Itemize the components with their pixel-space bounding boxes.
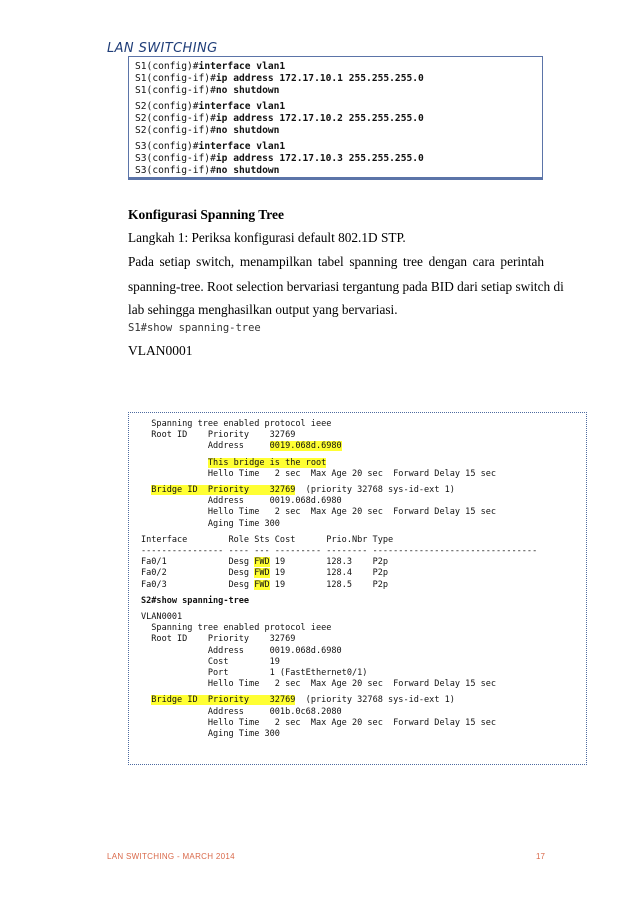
output-line: Address 0019.068d.6980: [141, 645, 342, 656]
paragraph-line: spanning-tree. Root selection bervariasi tergantung pada BID dari setiap switch di: [128, 279, 564, 294]
step-text: Langkah 1: Periksa konfigurasi default 802.1D STP.: [128, 230, 406, 245]
code-line: S3(config)#interface vlan1: [135, 141, 286, 152]
output-line: S2#show spanning-tree: [141, 595, 250, 606]
interface-row: Fa0/3 Desg FWD 19 128.5 P2p: [141, 579, 389, 590]
code-line: S2(config-if)#ip address 172.17.10.2 255.255.255.0: [135, 113, 424, 124]
command-text: S1#show spanning-tree: [128, 322, 261, 334]
section-heading: Konfigurasi Spanning Tree: [128, 207, 285, 222]
terminal-output: [141, 419, 537, 740]
interface-table-divider: ---------------- ---- --- --------- -------- --------------------------------: [141, 546, 538, 557]
output-line: Port 1 (FastEthernet0/1): [141, 668, 368, 679]
code-line: S1(config-if)#no shutdown: [135, 85, 280, 96]
config-code-box: [128, 56, 543, 180]
highlighted-root-notice: This bridge is the root: [207, 457, 327, 468]
output-line: Spanning tree enabled protocol ieee: [141, 623, 332, 634]
output-line: Hello Time 2 sec Max Age 20 sec Forward Delay 15 sec: [141, 468, 497, 479]
output-line: [141, 458, 537, 469]
output-line: Spanning tree enabled protocol ieee: [141, 419, 332, 429]
highlighted-root-address: 0019.068d.6980: [269, 441, 342, 452]
output-line: VLAN0001: [141, 612, 183, 623]
page-number: 17: [536, 852, 545, 861]
highlighted-bridge-id: Bridge ID Priority 32769: [151, 695, 296, 706]
output-line: Aging Time 300: [141, 729, 280, 740]
spanning-tree-output-box: [128, 412, 587, 765]
code-line: S2(config-if)#no shutdown: [135, 125, 280, 136]
code-line: S2(config)#interface vlan1: [135, 101, 286, 112]
code-line: S3(config-if)#ip address 172.17.10.3 255.255.255.0: [135, 153, 424, 164]
code-line: S1(config)#interface vlan1: [135, 61, 286, 72]
vlan-label: VLAN0001: [128, 343, 193, 358]
output-line: Hello Time 2 sec Max Age 20 sec Forward Delay 15 sec: [141, 717, 497, 728]
output-line: Root ID Priority 32769: [141, 634, 296, 645]
output-line: Bridge ID Priority 32769 (priority 32768 sys-id-ext 1): [151, 485, 455, 496]
interface-row: Fa0/1 Desg FWD 19 128.3 P2p: [141, 557, 389, 568]
code-line: S3(config-if)#no shutdown: [135, 165, 280, 176]
paragraph-line: Pada setiap switch, menampilkan tabel spanning tree dengan cara perintah: [128, 254, 544, 269]
footer-label: LAN SWITCHING - MARCH 2014: [107, 852, 235, 861]
code-line: S1(config-if)#ip address 172.17.10.1 255.255.255.0: [135, 73, 424, 84]
highlighted-bridge-id: Bridge ID Priority 32769: [151, 485, 296, 496]
output-line: Hello Time 2 sec Max Age 20 sec Forward Delay 15 sec: [141, 507, 497, 518]
interface-table-header: Interface Role Sts Cost Prio.Nbr Type: [141, 534, 394, 545]
output-line: Cost 19: [141, 656, 280, 667]
interface-row: Fa0/2 Desg FWD 19 128.4 P2p: [141, 568, 389, 579]
output-line: Hello Time 2 sec Max Age 20 sec Forward Delay 15 sec: [141, 679, 497, 690]
highlighted-status: FWD: [254, 557, 270, 568]
output-line: Address 0019.068d.6980: [141, 496, 342, 507]
page-header-title: LAN SWITCHING: [107, 41, 218, 56]
output-line: Aging Time 300: [141, 518, 280, 529]
output-line: Address 001b.0c68.2080: [141, 706, 342, 717]
output-line: Bridge ID Priority 32769 (priority 32768 sys-id-ext 1): [151, 695, 455, 706]
highlighted-status: FWD: [254, 568, 270, 579]
paragraph-line: lab sehingga menghasilkan output yang bervariasi.: [128, 302, 398, 317]
output-line: Address 0019.068d.6980: [141, 441, 342, 452]
highlighted-status: FWD: [254, 579, 270, 590]
output-line: Root ID Priority 32769: [141, 430, 296, 441]
